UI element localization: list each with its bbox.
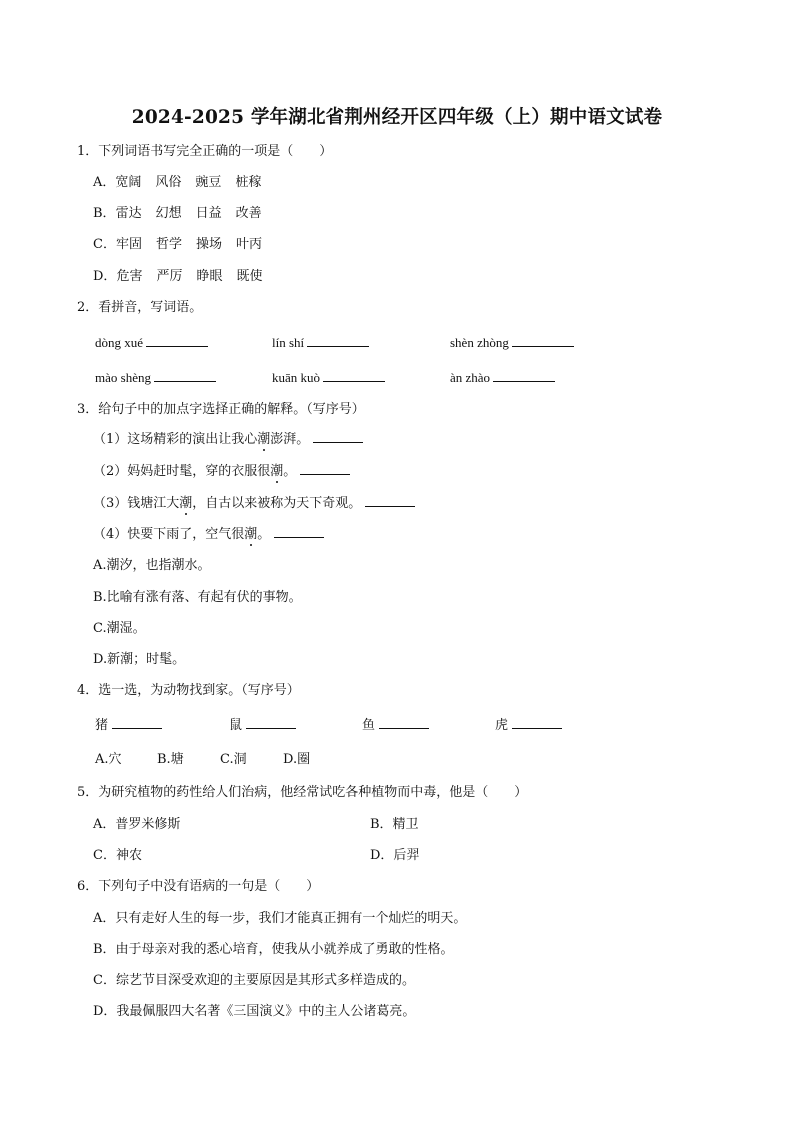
- option-word: 既使: [236, 269, 263, 284]
- question-stem: 5．为研究植物的药性给人们治病，他经常试吃各种植物而中毒，他是（ ）: [77, 785, 528, 800]
- animal-item: [495, 716, 562, 735]
- option-letter: A．: [93, 175, 116, 190]
- choice-b: B.塘: [157, 752, 184, 767]
- option-a: [93, 174, 261, 192]
- option-c: C．神农: [93, 848, 142, 863]
- animal-item: [362, 716, 429, 735]
- sentence-text: （3）钱塘江大: [93, 496, 180, 511]
- choice-b: B.比喻有涨有落、有起有伏的事物。: [93, 590, 302, 605]
- animal-name: 鱼: [362, 718, 376, 733]
- option-letter: D．: [93, 269, 117, 284]
- option-word: 幻想: [155, 206, 182, 221]
- question-stem: 2．看拼音，写词语。: [77, 300, 203, 315]
- sentence-4: [93, 525, 324, 544]
- option-word: 改善: [235, 206, 262, 221]
- pinyin-text: mào shèng: [95, 370, 151, 385]
- answer-blank[interactable]: [493, 369, 555, 382]
- question-stem: 1．下列词语书写完全正确的一项是（ ）: [77, 144, 333, 159]
- option-letter: B．: [93, 206, 116, 221]
- option-word: 严厉: [156, 269, 183, 284]
- answer-blank[interactable]: [246, 716, 296, 729]
- answer-blank[interactable]: [379, 716, 429, 729]
- answer-blank[interactable]: [365, 494, 415, 507]
- page-title: 2024-2025 学年湖北省荆州经开区四年级（上）期中语文试卷: [131, 107, 663, 128]
- choice-d: D.新潮；时髦。: [93, 652, 186, 667]
- pinyin-text: kuān kuò: [272, 370, 321, 385]
- option-a: A．普罗米修斯: [93, 817, 181, 832]
- option-b: B．精卫: [370, 817, 419, 832]
- sentence-text: （1）这场精彩的演出让我心: [93, 432, 258, 447]
- choice-a: A.穴: [95, 752, 122, 767]
- sentence-text: （4）快要下雨了，空气很: [93, 527, 245, 542]
- pinyin-item: [272, 369, 385, 387]
- pinyin-text: àn zhào: [450, 370, 491, 385]
- option-word: 豌豆: [195, 175, 222, 190]
- answer-blank[interactable]: [323, 369, 385, 382]
- option-word: 危害: [116, 269, 143, 284]
- option-b: B．由于母亲对我的悉心培育，使我从小就养成了勇敢的性格。: [93, 942, 454, 957]
- pinyin-item: [95, 369, 216, 387]
- answer-blank[interactable]: [112, 716, 162, 729]
- option-d: D．后羿: [370, 848, 420, 863]
- question-stem: 3．给句子中的加点字选择正确的解释。（写序号）: [77, 402, 365, 417]
- pinyin-item: [272, 334, 369, 352]
- answer-blank[interactable]: [512, 334, 574, 347]
- question-stem: 4．选一选，为动物找到家。（写序号）: [77, 683, 300, 698]
- animal-name: 鼠: [229, 718, 243, 733]
- option-c: [93, 236, 262, 254]
- option-word: 风俗: [155, 175, 182, 190]
- animal-item: [229, 716, 296, 735]
- option-d: [93, 268, 263, 286]
- sentence-text: 。: [257, 527, 271, 542]
- answer-blank[interactable]: [274, 525, 324, 538]
- option-word: 雷达: [115, 206, 142, 221]
- animal-item: [95, 716, 162, 735]
- option-word: 日益: [195, 206, 222, 221]
- option-word: 牢固: [115, 237, 142, 252]
- sentence-1: [93, 430, 363, 449]
- answer-blank[interactable]: [300, 462, 350, 475]
- pinyin-item: [450, 369, 555, 387]
- option-c: C．综艺节目深受欢迎的主要原因是其形式多样造成的。: [93, 973, 415, 988]
- option-word: 桩稼: [235, 175, 262, 190]
- sentence-text: 。: [283, 464, 297, 479]
- dotted-character: 潮: [244, 527, 258, 542]
- option-word: 宽阔: [115, 175, 142, 190]
- pinyin-text: lín shí: [272, 335, 305, 350]
- option-letter: C．: [93, 237, 116, 252]
- answer-blank[interactable]: [154, 369, 216, 382]
- sentence-text: ，自古以来被称为天下奇观。: [192, 496, 362, 511]
- answer-blank[interactable]: [146, 334, 208, 347]
- choice-c: C.洞: [220, 752, 247, 767]
- dotted-character: 潮: [270, 464, 284, 479]
- question-stem: 6．下列句子中没有语病的一句是（ ）: [77, 879, 320, 894]
- option-word: 操场: [195, 237, 222, 252]
- choice-a: A.潮汐，也指潮水。: [93, 558, 211, 573]
- answer-blank[interactable]: [307, 334, 369, 347]
- option-word: 叶丙: [236, 237, 263, 252]
- pinyin-item: [95, 334, 208, 352]
- pinyin-text: dòng xué: [95, 335, 144, 350]
- dotted-character: 潮: [179, 496, 193, 511]
- option-b: [93, 205, 262, 223]
- animal-name: 虎: [495, 718, 509, 733]
- sentence-2: [93, 462, 350, 481]
- answer-blank[interactable]: [512, 716, 562, 729]
- dotted-character: 潮: [257, 432, 271, 447]
- animal-name: 猪: [95, 718, 109, 733]
- pinyin-text: shèn zhòng: [450, 335, 509, 350]
- option-word: 睁眼: [196, 269, 223, 284]
- option-word: 哲学: [155, 237, 182, 252]
- sentence-text: 澎湃。: [270, 432, 310, 447]
- choice-d: D.圈: [283, 752, 311, 767]
- choice-c: C.潮湿。: [93, 621, 146, 636]
- option-d: D．我最佩服四大名著《三国演义》中的主人公诸葛亮。: [93, 1004, 416, 1019]
- pinyin-item: [450, 334, 574, 352]
- option-a: A．只有走好人生的每一步，我们才能真正拥有一个灿烂的明天。: [93, 911, 467, 926]
- answer-blank[interactable]: [313, 430, 363, 443]
- sentence-text: （2）妈妈赶时髦，穿的衣服很: [93, 464, 271, 479]
- sentence-3: [93, 494, 415, 513]
